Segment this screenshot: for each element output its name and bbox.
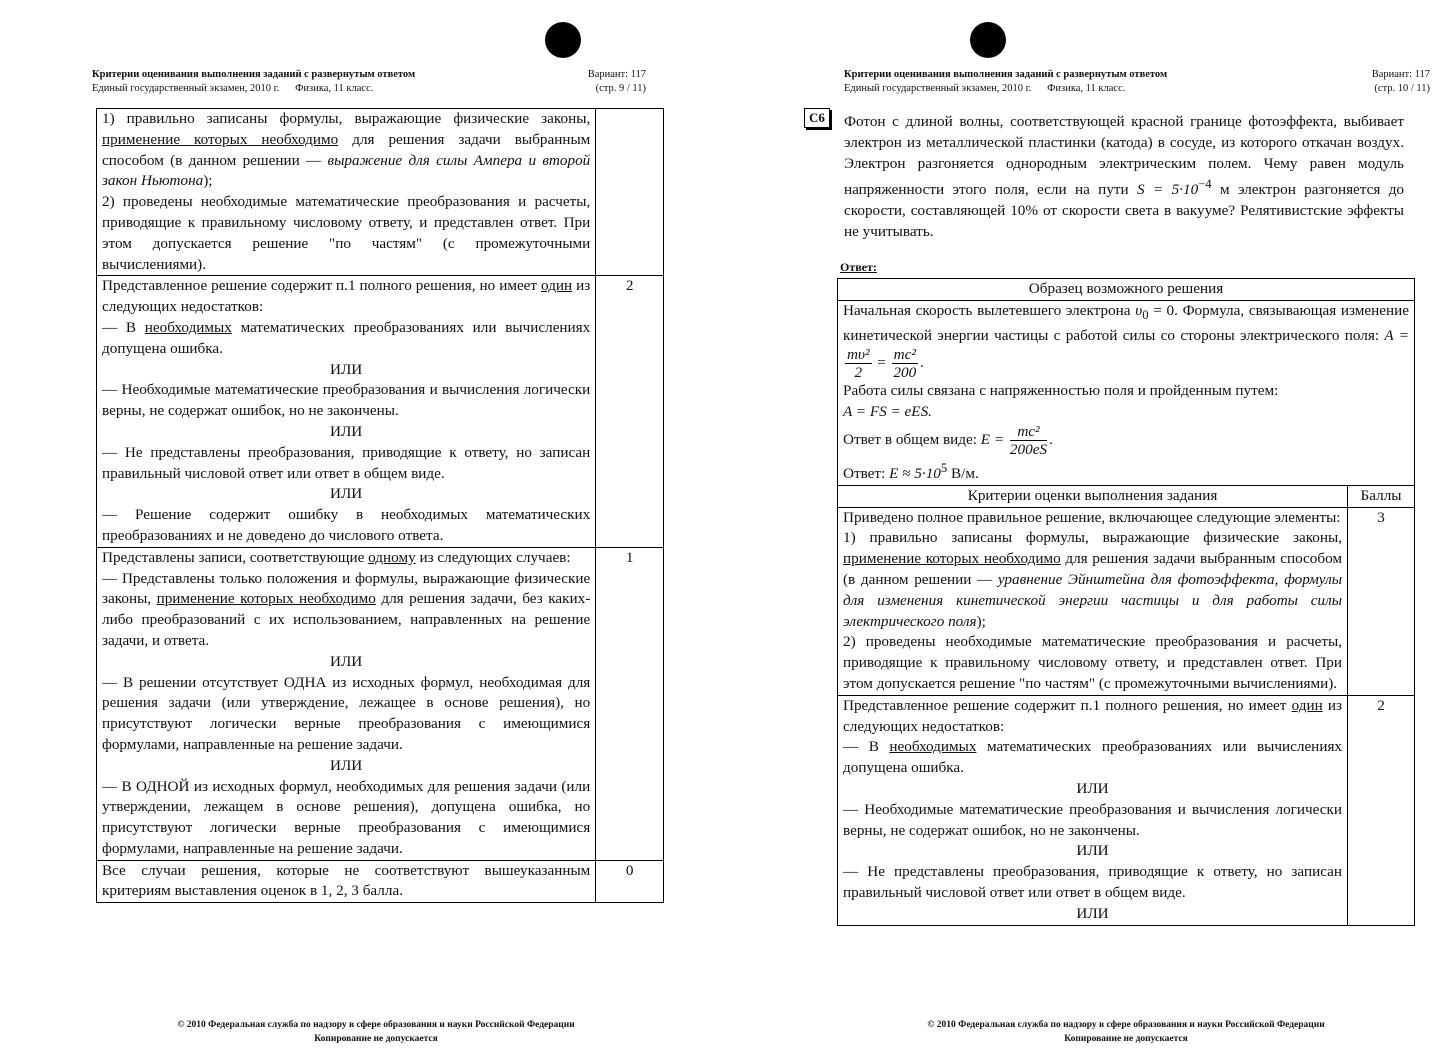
header-title: Критерии оценивания выполнения заданий с развернутым ответом [92, 69, 416, 80]
score-cell: 2 [596, 276, 664, 547]
criteria-cell: Представленное решение содержит п.1 полного решения, но имеет один из следующих недостатков: — В необходимых математических преобразованиях или вычислениях допущена ошибка. ИЛИ — Необходимые математические преобразования и вычисления логически верны, не содержат ошибок, но не закончены. ИЛИ — Не представлены преобразования, приводящие к ответу, но записан правильный числовой ответ или ответ в общем виде. ИЛИ [838, 695, 1348, 925]
solution-table [837, 278, 1415, 926]
score-cell: 2 [1348, 695, 1415, 925]
problem-statement: Фотон с длиной волны, соответствующей красной границе фотоэффекта, выбивает электрон из металлической пластинки (катода) в сосуде, из которого откачан воздух. Электрон разгоняется однородным электрическим полем. Чему равен модуль напряженности этого поля, если на пути $S = 5\cdot 10^{-4}$ м электрон разгоняется до скорости, составляющей 10% от скорости света в вакууме? Релятивистские эффекты не учитывать. [844, 113, 1405, 241]
criteria-cell: Представленное решение содержит п.1 полного решения, но имеет один из следующих недостатков: — В необходимых математических преобразованиях или вычислениях допущена ошибка. ИЛИ — Необходимые математические преобразования и вычисления логически верны, не содержат ошибок, но не закончены. ИЛИ — Не представлены преобразования, приводящие к ответу, но записан правильный числовой ответ или ответ в общем виде. ИЛИ — Решение содержит ошибку в необходимых математических преобразованиях и не доведено до числового ответа. [97, 276, 596, 547]
criteria-row [97, 109, 664, 276]
fraction: $\frac{\text{mc²}}{200}$ [893, 346, 917, 382]
criteria-cell: Представлены записи, соответствующие одному из следующих случаев: — Представлены только положения и формулы, выражающие физические законы, применение которых необходимо для решения задачи, без каких-либо преобразований с их использованием, направленных на решение задачи, и ответа. ИЛИ — В решении отсутствует ОДНА из исходных формул, необходимая для решения задачи (или утверждение, лежащее в основе решения), но присутствуют логически верные преобразования с имеющимися формулами, направленные на решение задачи. ИЛИ — В ОДНОЙ из исходных формул, необходимых для решения задачи (или утверждении, лежащем в основе решения), допущена ошибка, но присутствуют логически верные преобразования с имеющимися формулами, направленные на решение задачи. [97, 547, 596, 860]
criteria-row [838, 695, 1415, 925]
criteria-cell: Все случаи решения, которые не соответствуют вышеуказанным критериям выставления оценок в 1, 2, 3 балла. [97, 860, 596, 903]
score-cell: 3 [1348, 507, 1415, 695]
page-header [844, 68, 1167, 96]
criteria-cell: Приведено полное правильное решение, включающее следующие элементы: 1) правильно записаны формулы, выражающие физические законы, применение которых необходимо для решения задачи выбранным способом (в данном решении — уравнение Эйнштейна для фотоэффекта, формулы для изменения кинетической энергии частицы и для работы силы электрического поля); 2) проведены необходимые математические преобразования и расчеты, приводящие к правильному числовому ответу, и представлен ответ. При этом допускается решение "по частям" (с промежуточными вычислениями). [838, 507, 1348, 695]
score-cell [596, 109, 664, 276]
solution-body-row [838, 300, 1415, 485]
header-title: Критерии оценивания выполнения заданий с развернутым ответом [844, 69, 1168, 80]
score-cell: 0 [596, 860, 664, 903]
answer-label: Ответ: [840, 260, 877, 274]
criteria-header-row [838, 485, 1415, 507]
punch-hole-mark [545, 22, 581, 58]
criteria-table [96, 108, 664, 903]
score-cell: 1 [596, 547, 664, 860]
header-subtitle: Единый государственный экзамен, 2010 г. Физика, 11 класс. [844, 83, 1126, 94]
criteria-row [97, 547, 664, 860]
score-column-header: Баллы [1348, 485, 1415, 507]
fraction: $\frac{\text{mc²}}{200eS}$ [1009, 423, 1048, 459]
criteria-row [97, 276, 664, 547]
page-number: (стр. 9 / 11) [595, 83, 646, 94]
page-header [92, 68, 415, 96]
page-variant [1372, 68, 1430, 96]
variant-label: Вариант: 117 [587, 69, 646, 80]
page-number: (стр. 10 / 11) [1374, 83, 1430, 94]
punch-hole-mark [970, 22, 1006, 58]
task-number-badge: C6 [804, 108, 830, 128]
variant-label: Вариант: 117 [1371, 69, 1430, 80]
solution-heading-row [838, 279, 1415, 301]
fraction: $\frac{\text{mυ²}}{2}$ [847, 346, 870, 382]
criteria-row [97, 860, 664, 903]
page-variant [588, 68, 646, 96]
page-footer: © 2010 Федеральная служба по надзору в сфере образования и науки Российской Федерации Копирование не допускается [177, 1020, 575, 1044]
page-right [726, 0, 1452, 1064]
page-footer: © 2010 Федеральная служба по надзору в сфере образования и науки Российской Федерации Копирование не допускается [927, 1020, 1325, 1044]
criteria-cell: 1) правильно записаны формулы, выражающие физические законы, применение которых необходимо для решения задачи выбранным способом (в данном решении — выражение для силы Ампера и второй закон Ньютона); 2) проведены необходимые математические преобразования и расчеты, приводящие к правильному числовому ответу, и представлен ответ. При этом допускается решение "по частям" (с промежуточными вычислениями). [97, 109, 596, 276]
solution-body: Начальная скорость вылетевшего электрона $\upsilon_0 = 0$. Формула, связывающая изменение кинетической энергии частицы с работой силы со стороны электрического поля: A = $\frac{\text{mυ²}}{2}$ = $\frac{\text{mc²}}{200}$ . Работа силы связана с напряженностью поля и пройденным путем: A = FS = eES. Ответ в общем виде: E = $\frac{\text{mc²}}{200eS}$ . Ответ: $E \approx 5\cdot 10^5$ В/м. [838, 300, 1415, 485]
header-subtitle: Единый государственный экзамен, 2010 г. Физика, 11 класс. [92, 83, 374, 94]
criteria-column-header: Критерии оценки выполнения задания [838, 485, 1348, 507]
solution-heading: Образец возможного решения [838, 279, 1415, 301]
criteria-row [838, 507, 1415, 695]
